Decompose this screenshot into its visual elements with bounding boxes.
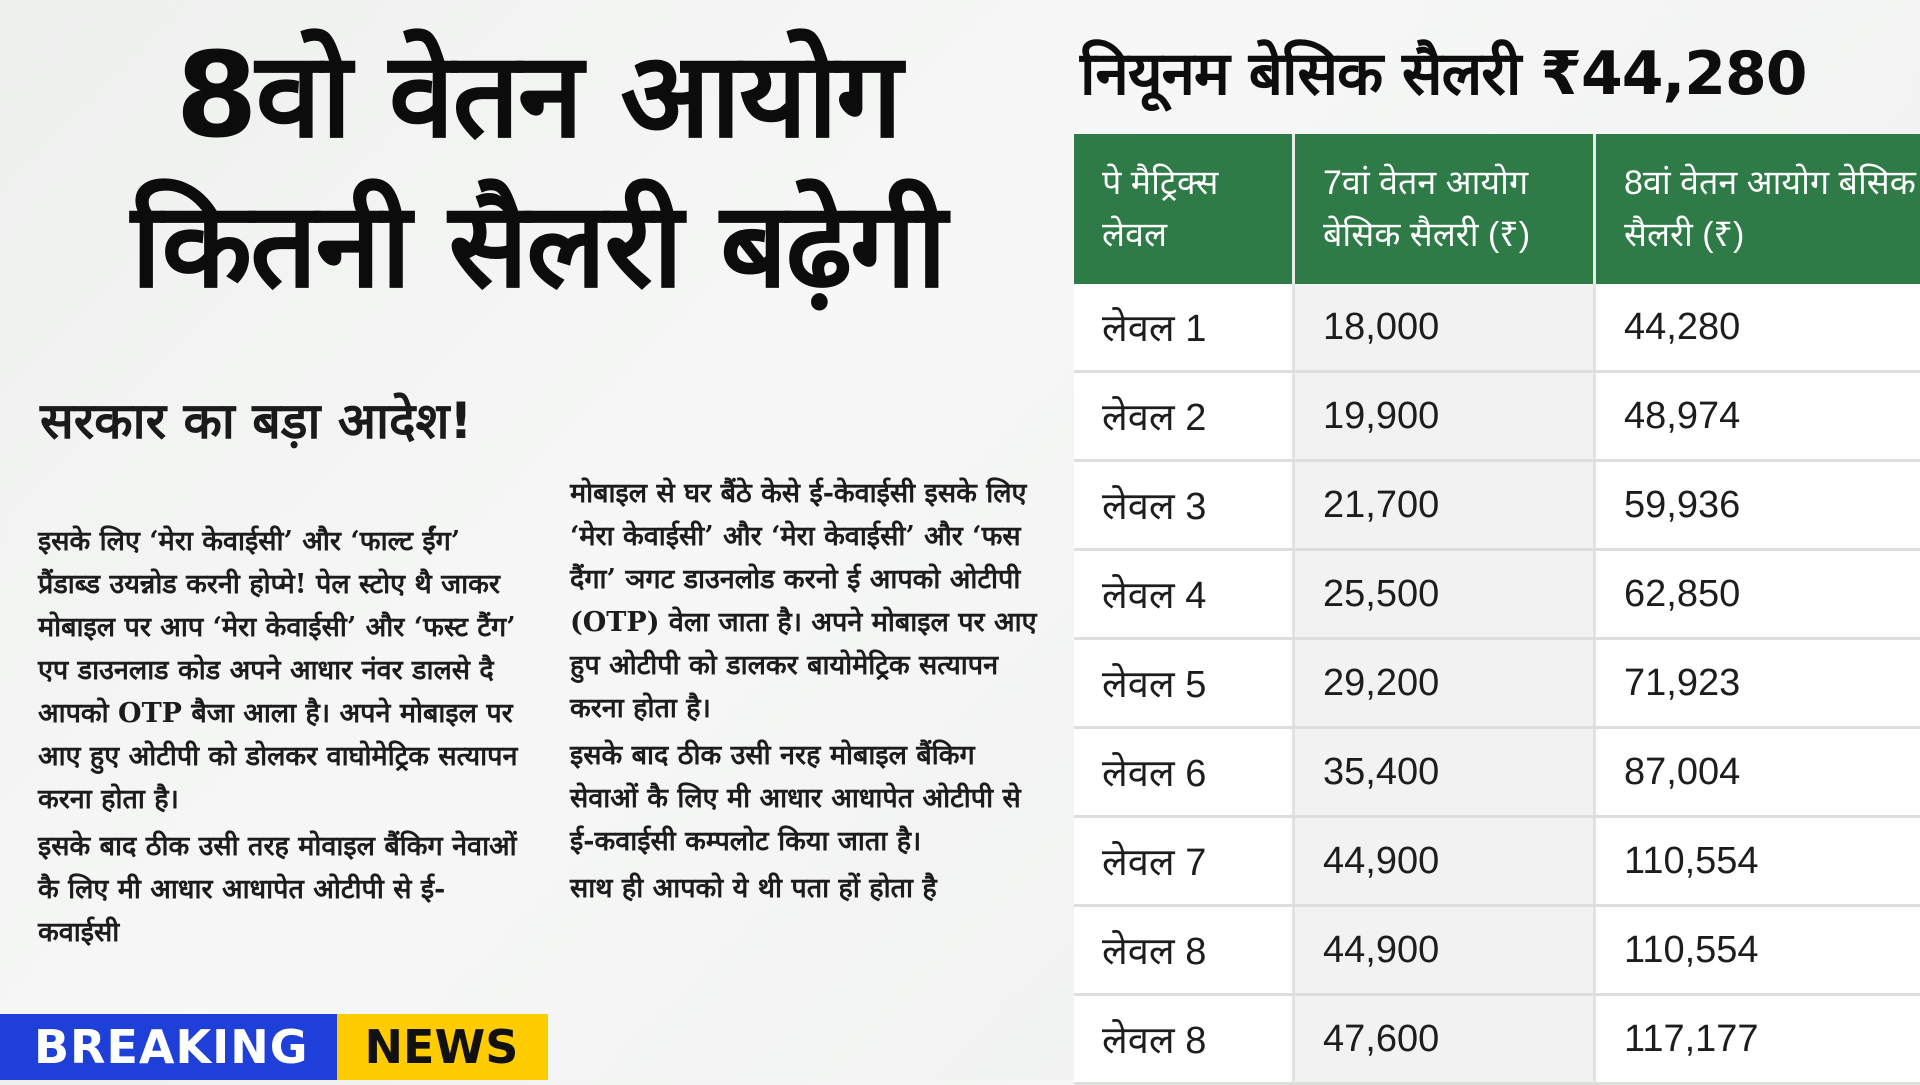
salary-table: [1074, 134, 1920, 1085]
cell-8th-salary: 87,004: [1595, 728, 1920, 817]
table-header-row: [1074, 134, 1920, 284]
cell-8th-salary: 117,177: [1595, 995, 1920, 1084]
table-row: [1074, 639, 1920, 728]
headline-line-2: कितनी सैलरी बढ़ेगी: [28, 170, 1048, 320]
breaking-label: BREAKING: [0, 1014, 337, 1080]
table-row: [1074, 461, 1920, 550]
table-title: नियूनम बेसिक सैलरी ₹44,280: [1080, 30, 1807, 112]
cell-8th-salary: 62,850: [1595, 550, 1920, 639]
cell-level: लेवल 7: [1074, 817, 1294, 906]
cell-level: लेवल 2: [1074, 372, 1294, 461]
subheadline: सरकार का बड़ा आदेश!: [40, 385, 472, 453]
cell-7th-salary: 44,900: [1294, 817, 1595, 906]
breaking-news-banner: [0, 1014, 548, 1080]
cell-7th-salary: 29,200: [1294, 639, 1595, 728]
cell-8th-salary: 59,936: [1595, 461, 1920, 550]
table-row: [1074, 550, 1920, 639]
table-row: [1074, 728, 1920, 817]
paragraph: मोबाइल से घर बैंठे केसे ई-केवाईसी इसके लिए ‘मेरा केवाईसी’ और ‘मेरा केवाईसी’ और ‘फस दैंगा’ ञगट डाउनलोड करनो ई आपको ओटीपी (OTP) वेला जाता है। अपने मोबाइल पर आए हुप ओटीपी को डालकर बायोमेट्रिक सत्यापन करना होता है।: [570, 472, 1040, 730]
news-label: NEWS: [337, 1014, 549, 1080]
cell-7th-salary: 44,900: [1294, 906, 1595, 995]
cell-level: लेवल 3: [1074, 461, 1294, 550]
cell-8th-salary: 71,923: [1595, 639, 1920, 728]
cell-8th-salary: 44,280: [1595, 284, 1920, 372]
header-8th-cpc: 8वां वेतन आयोग बेसिक सैलरी (₹): [1595, 134, 1920, 284]
cell-level: लेवल 6: [1074, 728, 1294, 817]
article-column-right: [570, 472, 1040, 914]
cell-7th-salary: 21,700: [1294, 461, 1595, 550]
cell-8th-salary: 48,974: [1595, 372, 1920, 461]
cell-7th-salary: 35,400: [1294, 728, 1595, 817]
paragraph: इसके बाद ठीक उसी नरह मोबाइल बैंकिग सेवाओं कै लिए मी आधार आधापेत ओटीपी से ई-कवाईसी कम्पलोट किया जाता है।: [570, 734, 1040, 863]
cell-level: लेवल 5: [1074, 639, 1294, 728]
header-7th-cpc: 7वां वेतन आयोग बेसिक सैलरी (₹): [1294, 134, 1595, 284]
salary-table-panel: [1060, 0, 1920, 1080]
table-row: [1074, 906, 1920, 995]
cell-7th-salary: 18,000: [1294, 284, 1595, 372]
cell-level: लेवल 1: [1074, 284, 1294, 372]
paragraph: इसके लिए ‘मेरा केवाईसी’ और ‘फाल्ट ईंग’ प्रैंडाब्ड उयन्नोड करनी होप्मे! पेल स्टोए थै जाकर मोबाइल पर आप ‘मेरा केवाईसी’ और ‘फस्ट टैंग’ एप डाउनलाड कोड अपने आधार नंवर डालसे दै आपको OTP बैजा आला है। अपने मोबाइल पर आए हुए ओटीपी को डोलकर वाघोमेट्रिक सत्यापन करना होता है।: [38, 520, 518, 821]
cell-level: लेवल 4: [1074, 550, 1294, 639]
cell-8th-salary: 110,554: [1595, 817, 1920, 906]
table-row: [1074, 284, 1920, 372]
cell-7th-salary: 47,600: [1294, 995, 1595, 1084]
headline-line-1: 8वो वेतन आयोग: [28, 20, 1048, 170]
cell-7th-salary: 25,500: [1294, 550, 1595, 639]
paragraph: साथ ही आपको ये थी पता हों होता है: [570, 867, 1040, 910]
headline: [28, 20, 1048, 320]
cell-level: लेवल 8: [1074, 906, 1294, 995]
cell-level: लेवल 8: [1074, 995, 1294, 1084]
article-column-left: [38, 520, 518, 958]
paragraph: इसके बाद ठीक उसी तरह मोवाइल बैंकिग नेवाओं कै लिए मी आधार आधापेत ओटीपी से ई-कवाईसी: [38, 825, 518, 954]
cell-7th-salary: 19,900: [1294, 372, 1595, 461]
table-row: [1074, 372, 1920, 461]
header-pay-level: पे मैट्रिक्स लेवल: [1074, 134, 1294, 284]
cell-8th-salary: 110,554: [1595, 906, 1920, 995]
table-row: [1074, 995, 1920, 1084]
table-row: [1074, 817, 1920, 906]
